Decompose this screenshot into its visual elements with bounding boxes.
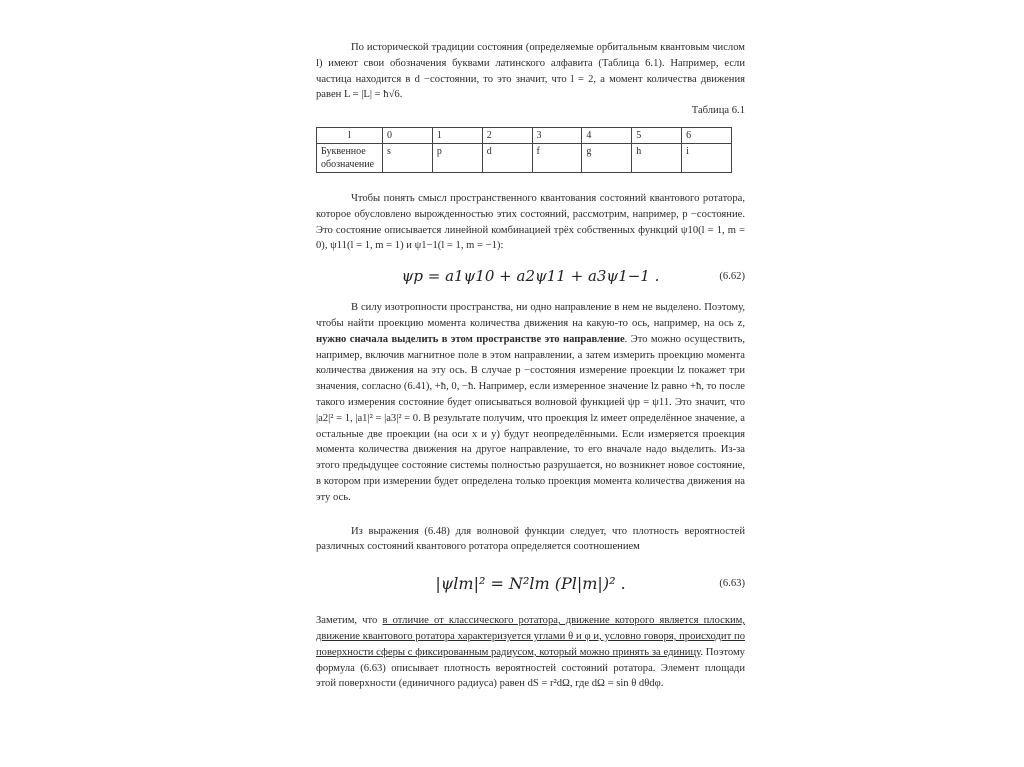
underlined-text: в отличие от классического ротатора, движение которого является плоским, движение квантового ротатора характеризуется углами θ и φ и, условно говоря, происходит по поверхности сферы с фиксированным радиусом, который можно принять за единицу — [316, 615, 746, 658]
paragraph-note — [316, 613, 745, 692]
table-cell: 6 — [682, 127, 732, 143]
table-caption: Таблица 6.1 — [691, 105, 745, 117]
table-row — [317, 143, 732, 172]
paragraph-probability-density: Из выражения (6.48) для волновой функции следует, что плотность вероятностей различных состояний квантового ротатора определяется соотношением — [316, 525, 745, 553]
paragraph-orbital-notation: По исторической традиции состояния (определяемые орбитальным квантовым числом l) имеют свои обозначения буквами латинского алфавита (Таблица 6.1). Например, если частица находится в d −состоянии, то это значит, что l = 2, а момент количества движения равен L = |L| = ħ√6. — [316, 42, 745, 101]
table-cell: i — [682, 143, 732, 172]
equation-6-62 — [316, 260, 745, 294]
text-run: . Это можно осуществить, например, включив магнитное поле в этом направлении, а затем измерить проекцию момента количества движения на эту ось. В случае p −состояния измерение проекции lz покажет три значения, согласно (6.41), +ħ, 0, −ħ. Например, если измеренное значение lz равно +ħ, то после такого измерения состояние будет описываться волновой функцией ψp = ψ11. Это значит, что |a2|² = 1, |a1|² = |a3|² = 0. В результате получим, что проекция lz имеет определённое значение, а остальные две проекции (на оси x и y) будут неопределёнными. Если измеряется проекция момента количества движения на другое направление, то его вначале надо выделить. Из-за этого предыдущее состояние системы полностью разрушается, но возникнет новое состояние, в котором при измерении будет определена только проекция момента количества движения на эту ось. — [316, 333, 745, 503]
table-cell: g — [582, 143, 632, 172]
table-cell: d — [482, 143, 532, 172]
table-cell: 4 — [582, 127, 632, 143]
bold-text: нужно сначала выделить в этом пространстве это направление — [316, 333, 625, 345]
table-cell: 1 — [432, 127, 482, 143]
table-cell: s — [383, 143, 433, 172]
document-page — [316, 40, 745, 692]
text-run: В силу изотропности пространства, ни одно направление в нем не выделено. Поэтому, чтобы найти проекцию момента количества движения на какую-то ось, например, на ось z, — [316, 302, 745, 329]
equation-formula: |ψlm|² = N²lm (Pl|m|)² . — [435, 574, 626, 594]
text-run: Заметим, что — [316, 615, 383, 627]
text-run: . Поэтому формула (6.63) описывает плотность вероятностей состояний ротатора. Элемент площади этой поверхности (единичного радиуса) равен dS = r²dΩ, где dΩ = sin θ dθdφ. — [316, 646, 745, 690]
equation-number: (6.62) — [719, 271, 745, 283]
paragraph-isotropy — [316, 300, 745, 505]
equation-6-63 — [316, 561, 745, 607]
table-cell: 2 — [482, 127, 532, 143]
table-cell: 3 — [532, 127, 582, 143]
table-cell: l — [317, 127, 383, 143]
equation-formula: ψp = a1ψ10 + a2ψ11 + a3ψ1−1 . — [401, 267, 660, 286]
table-cell: 0 — [383, 127, 433, 143]
table-cell: f — [532, 143, 582, 172]
equation-number: (6.63) — [719, 578, 745, 590]
paragraph-p-state: Чтобы понять смысл пространственного квантования состояний квантового ротатора, которое обусловлено вырожденностью этих состояний, рассмотрим, например, p −состояние. Это состояние описывается линейной комбинацией трёх собственных функций ψ10(l = 1, m = 0), ψ11(l = 1, m = 1) и ψ1−1(l = 1, m = −1): — [316, 192, 745, 252]
table-cell: Буквенное обозначение — [317, 143, 383, 172]
table-cell: 5 — [632, 127, 682, 143]
table-6-1 — [316, 127, 732, 173]
table-cell: p — [432, 143, 482, 172]
table-cell: h — [632, 143, 682, 172]
table-row — [317, 127, 732, 143]
